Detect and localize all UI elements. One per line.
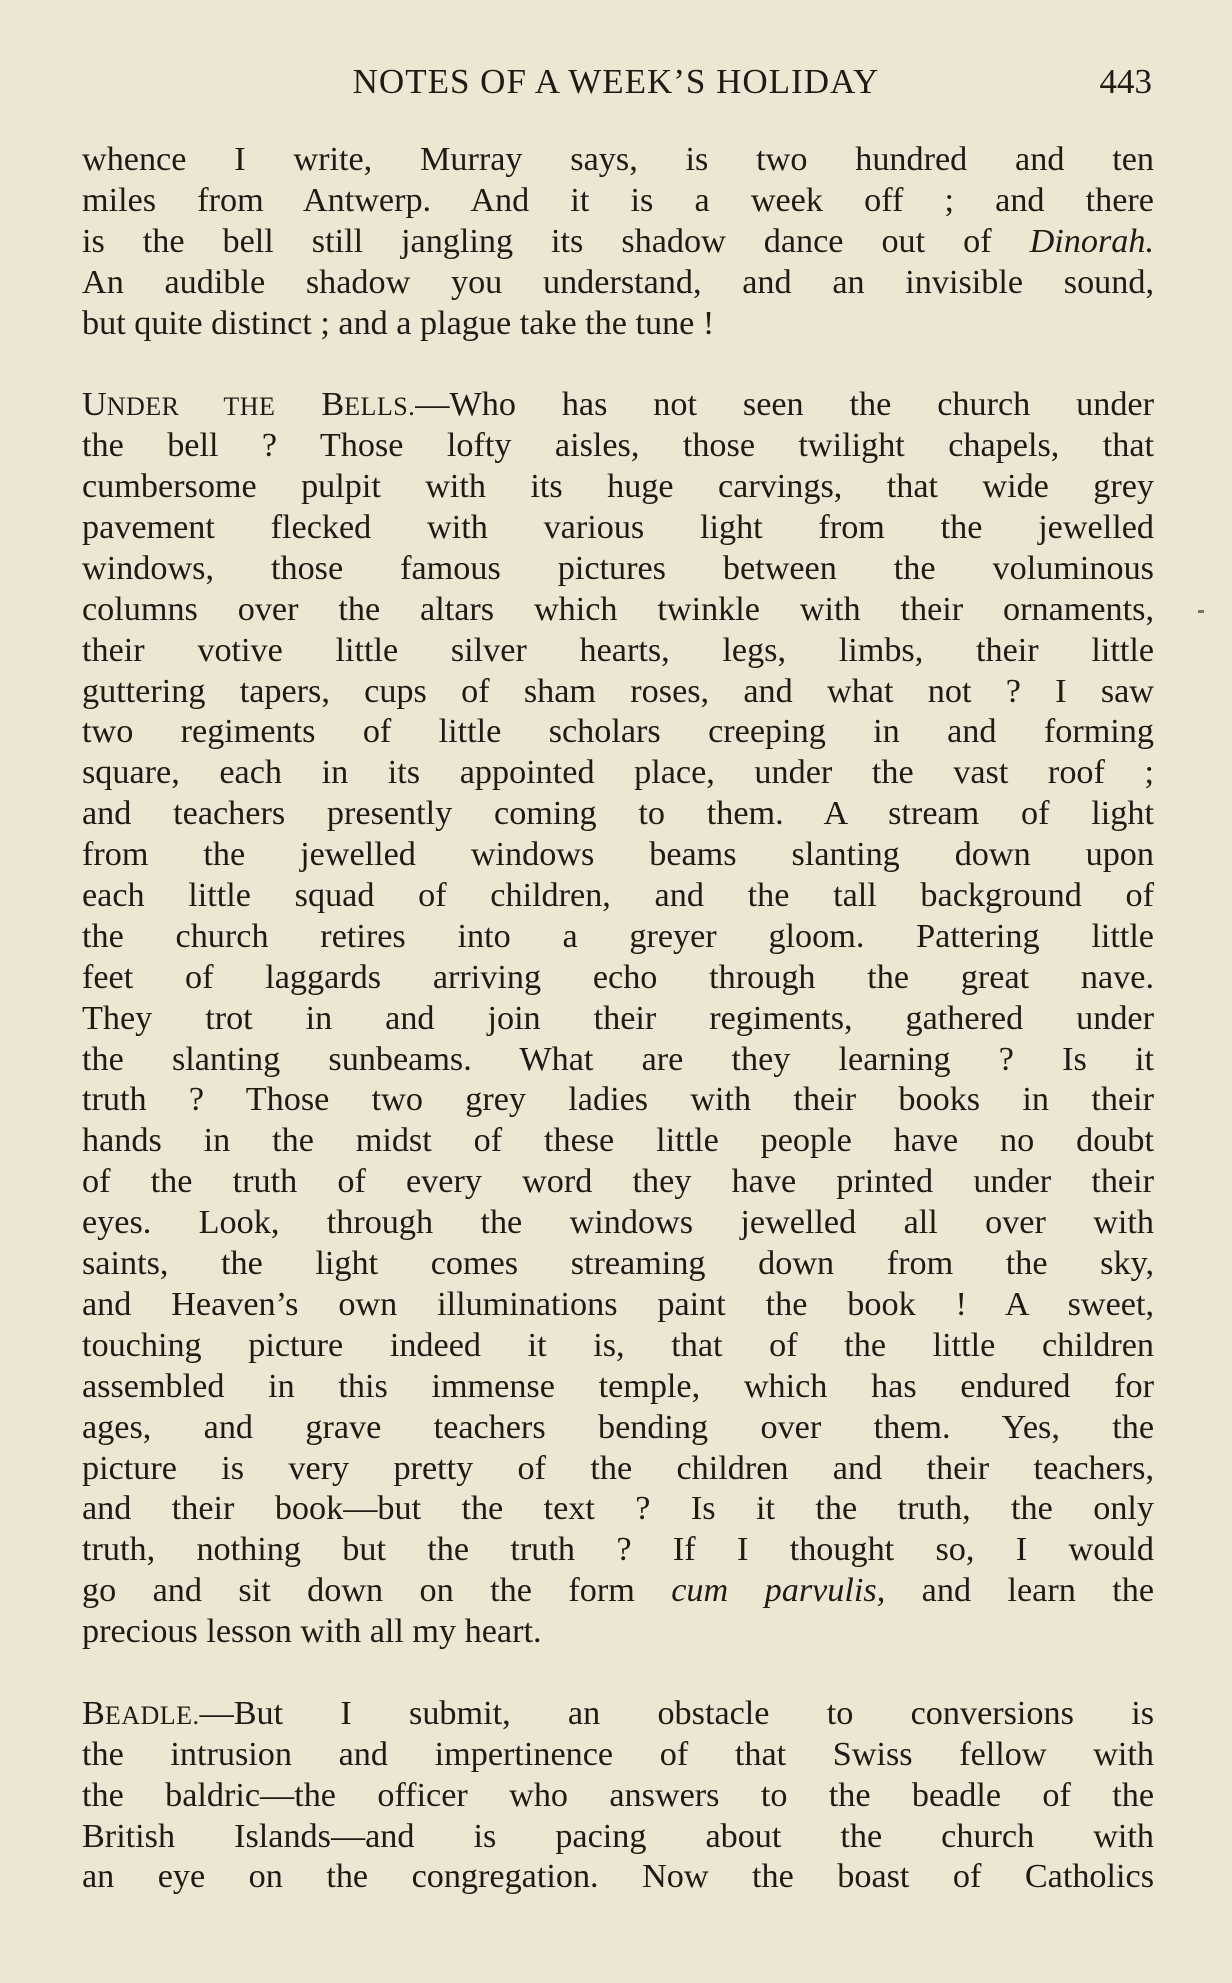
paragraph-gap (82, 344, 1154, 385)
text-line: truth ? Those two grey ladies with their books in their (82, 1081, 1154, 1119)
text-line: their votive little silver hearts, legs, limbs, their little (82, 631, 1154, 669)
text-line: precious lesson with all my heart. (82, 1613, 542, 1651)
text-line: square, each in its appointed place, under the vast roof ; (82, 754, 1154, 792)
italic-phrase: cum parvulis, (671, 1572, 886, 1610)
text-run: —But I submit, an obstacle to conversions is (199, 1694, 1154, 1732)
text-line: pavement flecked with various light from the jewelled (82, 509, 1154, 547)
text-line: ages, and grave teachers bending over them. Yes, the (82, 1408, 1154, 1446)
text-line: feet of laggards arriving echo through the great nave. (82, 958, 1154, 996)
text-line: They trot in and join their regiments, gathered under (82, 999, 1154, 1037)
page-header (0, 62, 1232, 110)
paragraph-gap (82, 1653, 1154, 1694)
running-title: NOTES OF A WEEK’S HOLIDAY (352, 62, 880, 101)
section-heading-cap: B (321, 386, 345, 424)
section-heading-cap: B (82, 1694, 105, 1732)
text-line: British Islands—and is pacing about the church with (82, 1817, 1154, 1855)
text-line: two regiments of little scholars creeping in and forming (82, 713, 1154, 751)
section-heading-smallcaps: ELLS. (344, 392, 416, 422)
text-run: go and sit down on the form (82, 1572, 672, 1610)
text-line (82, 1571, 1154, 1612)
text-line: eyes. Look, through the windows jewelled all over with (82, 1204, 1154, 1242)
text-line: the slanting sunbeams. What are they learning ? Is it (82, 1040, 1154, 1078)
text-line (82, 385, 1154, 426)
text-line: whence I write, Murray says, is two hundred and ten (82, 141, 1154, 178)
text-line: touching picture indeed it is, that of the little children (82, 1326, 1154, 1364)
page-number: 443 (1099, 62, 1152, 101)
body-text (82, 140, 1154, 1898)
margin-mark (1198, 610, 1204, 613)
text-line: cumbersome pulpit with its huge carvings, that wide grey (82, 468, 1154, 506)
section-heading-smallcaps: NDER THE (106, 392, 276, 422)
text-line: saints, the light comes streaming down from the sky, (82, 1245, 1154, 1283)
text-line: and teachers presently coming to them. A stream of light (82, 795, 1154, 833)
text-run: is the bell still jangling its shadow dance out of (82, 222, 1030, 260)
text-line: assembled in this immense temple, which has endured for (82, 1367, 1154, 1405)
section-heading-cap: U (82, 386, 107, 424)
text-line: An audible shadow you understand, and an invisible sound, (82, 263, 1154, 301)
text-line: the intrusion and impertinence of that Swiss fellow with (82, 1735, 1154, 1773)
text-run: and learn the (885, 1572, 1154, 1610)
text-line: columns over the altars which twinkle with their ornaments, (82, 590, 1154, 628)
text-line: picture is very pretty of the children and their teachers, (82, 1449, 1154, 1487)
text-line (82, 1694, 1154, 1735)
text-line: and Heaven’s own illuminations paint the book ! A sweet, (82, 1285, 1154, 1323)
italic-title: Dinorah. (1029, 222, 1154, 260)
text-line: an eye on the congregation. Now the boast of Catholics (82, 1858, 1154, 1896)
text-line: from the jewelled windows beams slanting down upon (82, 836, 1154, 874)
text-line: windows, those famous pictures between the voluminous (82, 549, 1154, 587)
text-run: —Who has not seen the church under (415, 386, 1154, 424)
text-line: truth, nothing but the truth ? If I thought so, I would (82, 1531, 1154, 1569)
text-line: miles from Antwerp. And it is a week off ; and there (82, 181, 1154, 219)
text-line: guttering tapers, cups of sham roses, and what not ? I saw (82, 672, 1154, 710)
text-line: the baldric—the officer who answers to the beadle of the (82, 1776, 1154, 1814)
text-line: the bell ? Those lofty aisles, those twilight chapels, that (82, 427, 1154, 465)
text-line: the church retires into a greyer gloom. Pattering little (82, 917, 1154, 955)
text-line: each little squad of children, and the tall background of (82, 877, 1154, 915)
text-line: hands in the midst of these little people have no doubt (82, 1122, 1154, 1160)
section-heading-smallcaps: EADLE. (104, 1700, 200, 1730)
text-line: of the truth of every word they have printed under their (82, 1163, 1154, 1201)
text-line: but quite distinct ; and a plague take the tune ! (82, 304, 715, 342)
text-line (82, 222, 1154, 263)
text-line: and their book—but the text ? Is it the truth, the only (82, 1490, 1154, 1528)
